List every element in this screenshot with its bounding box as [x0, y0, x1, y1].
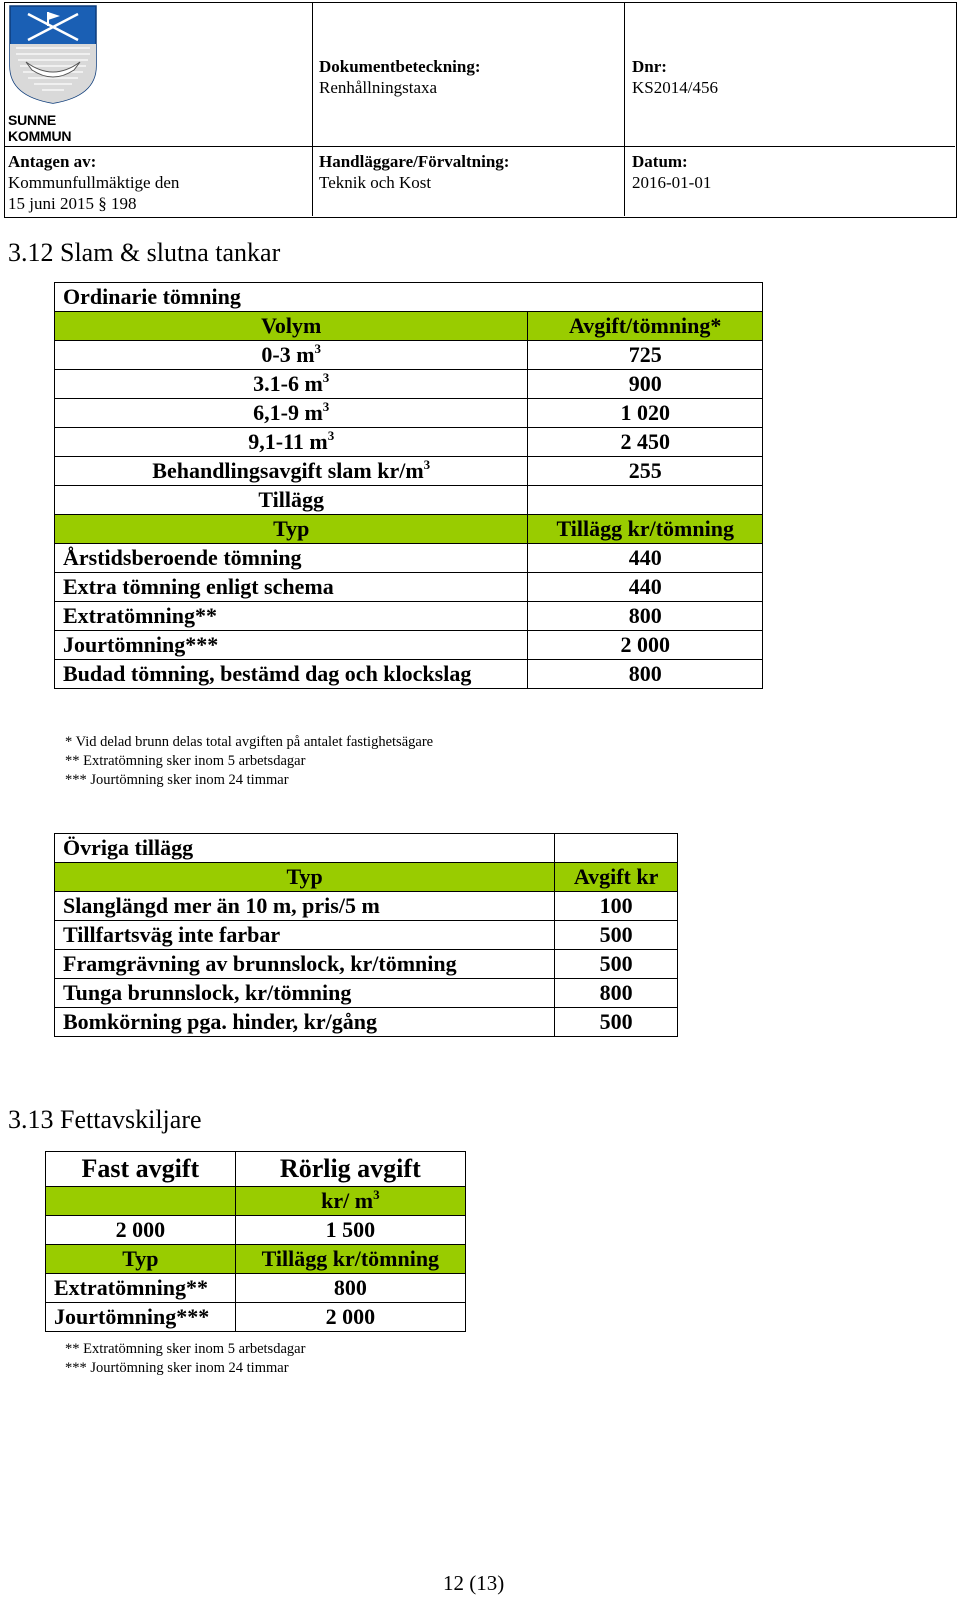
row-value: 725 — [528, 341, 763, 370]
row-label: 3.1-6 $m^3$ — [55, 370, 528, 399]
table-row — [55, 631, 763, 660]
table-header-row — [46, 1152, 466, 1187]
rorlig-value: 1 500 — [235, 1216, 465, 1245]
row-label: Jourtömning*** — [55, 631, 528, 660]
column-header-volym: Volym — [55, 312, 528, 341]
doc-value: Renhållningstaxa — [319, 78, 438, 97]
ovriga-tillagg-table — [54, 833, 678, 1037]
row-label: Bomkörning pga. hinder, kr/gång — [55, 1008, 555, 1037]
empty-cell — [528, 486, 763, 515]
dnr-label: Dnr: — [632, 57, 667, 76]
footnote: *** Jourtömning sker inom 24 timmar — [65, 772, 289, 788]
table-row — [46, 1216, 466, 1245]
table-title: Övriga tillägg — [55, 834, 555, 863]
row-label: Extratömning** — [55, 602, 528, 631]
table-row — [55, 544, 763, 573]
row-label: Framgrävning av brunnslock, kr/tömning — [55, 950, 555, 979]
tillagg-header-row — [55, 515, 763, 544]
unit-label: kr/ $m^3$ — [235, 1187, 465, 1216]
row-value: 800 — [235, 1274, 465, 1303]
row-value: 900 — [528, 370, 763, 399]
coat-of-arms-icon — [8, 4, 98, 104]
section-title-3-12: 3.12 Slam & slutna tankar — [8, 238, 281, 267]
row-value: 2 000 — [235, 1303, 465, 1332]
table-row — [46, 1274, 466, 1303]
ordinarie-tomning-table — [54, 282, 763, 689]
doc-label: Dokumentbeteckning: — [319, 57, 481, 76]
row-value: 255 — [528, 457, 763, 486]
row-label: 9,1-11 $m^3$ — [55, 428, 528, 457]
row-value: 2 000 — [528, 631, 763, 660]
table-row — [55, 950, 678, 979]
table-row — [55, 457, 763, 486]
table-title: Ordinarie tömning — [55, 283, 763, 312]
table-title-row — [55, 834, 678, 863]
column-header-typ: Typ — [55, 863, 555, 892]
tillagg-title-row — [55, 486, 763, 515]
row-label: Tillfartsväg inte farbar — [55, 921, 555, 950]
row-label: 6,1-9 $m^3$ — [55, 399, 528, 428]
column-header-fast: Fast avgift — [46, 1152, 236, 1187]
table-row — [55, 979, 678, 1008]
footnote: ** Extratömning sker inom 5 arbetsdagar — [65, 1341, 306, 1357]
row-value: 440 — [528, 573, 763, 602]
antagen-label: Antagen av: — [8, 152, 97, 171]
column-header-avgift: Avgift/tömning* — [528, 312, 763, 341]
handlaggare-value: Teknik och Kost — [319, 173, 432, 192]
tillagg-header-row — [46, 1245, 466, 1274]
fast-value: 2 000 — [46, 1216, 236, 1245]
row-value: 1 020 — [528, 399, 763, 428]
dnr-value: KS2014/456 — [632, 78, 718, 97]
datum-value: 2016-01-01 — [632, 173, 712, 192]
logo-text: SUNNE KOMMUN — [8, 112, 72, 144]
antagen-value-line1: Kommunfullmäktige den — [8, 173, 180, 192]
row-label: Behandlingsavgift slam $kr/m^3$ — [55, 457, 528, 486]
row-label: 0-3 $m^3$ — [55, 341, 528, 370]
page-number: 12 (13) — [443, 1571, 505, 1595]
empty-cell — [46, 1187, 236, 1216]
row-label: Extra tömning enligt schema — [55, 573, 528, 602]
row-label: Tunga brunnslock, kr/tömning — [55, 979, 555, 1008]
datum-label: Datum: — [632, 152, 688, 171]
row-value: 2 450 — [528, 428, 763, 457]
table-row — [55, 370, 763, 399]
footnote: * Vid delad brunn delas total avgiften på antalet fastighetsägare — [65, 734, 434, 750]
table-row — [55, 399, 763, 428]
row-value: 100 — [555, 892, 678, 921]
table-row — [55, 921, 678, 950]
row-label: Extratömning** — [46, 1274, 236, 1303]
row-value: 800 — [528, 660, 763, 689]
row-label: Jourtömning*** — [46, 1303, 236, 1332]
antagen-value-line2: 15 juni 2015 § 198 — [8, 194, 137, 213]
row-value: 440 — [528, 544, 763, 573]
table-row — [55, 341, 763, 370]
section-title-3-13: 3.13 Fettavskiljare — [8, 1105, 202, 1134]
table-title-row — [55, 283, 763, 312]
column-header-rorlig: Rörlig avgift — [235, 1152, 465, 1187]
row-label: Slanglängd mer än 10 m, pris/5 m — [55, 892, 555, 921]
table-row — [55, 1008, 678, 1037]
table-header-row — [55, 863, 678, 892]
footnote: ** Extratömning sker inom 5 arbetsdagar — [65, 753, 306, 769]
column-header-typ: Typ — [55, 515, 528, 544]
table-row — [46, 1303, 466, 1332]
row-label: Årstidsberoende tömning — [55, 544, 528, 573]
table-row — [55, 602, 763, 631]
column-header-typ: Typ — [46, 1245, 236, 1274]
empty-cell — [555, 834, 678, 863]
table-row — [55, 660, 763, 689]
row-value: 800 — [528, 602, 763, 631]
unit-row — [46, 1187, 466, 1216]
footnote: *** Jourtömning sker inom 24 timmar — [65, 1360, 289, 1376]
table-header-row — [55, 312, 763, 341]
row-value: 800 — [555, 979, 678, 1008]
row-value: 500 — [555, 950, 678, 979]
handlaggare-label: Handläggare/Förvaltning: — [319, 152, 510, 171]
column-header-avgift: Avgift kr — [555, 863, 678, 892]
row-value: 500 — [555, 921, 678, 950]
row-label: Budad tömning, bestämd dag och klockslag — [55, 660, 528, 689]
tillagg-title: Tillägg — [55, 486, 528, 515]
column-header-tillagg: Tillägg kr/tömning — [528, 515, 763, 544]
fettavskiljare-table — [45, 1151, 466, 1332]
row-value: 500 — [555, 1008, 678, 1037]
table-row — [55, 892, 678, 921]
table-row — [55, 428, 763, 457]
table-row — [55, 573, 763, 602]
column-header-tillagg: Tillägg kr/tömning — [235, 1245, 465, 1274]
municipality-logo — [8, 4, 103, 144]
